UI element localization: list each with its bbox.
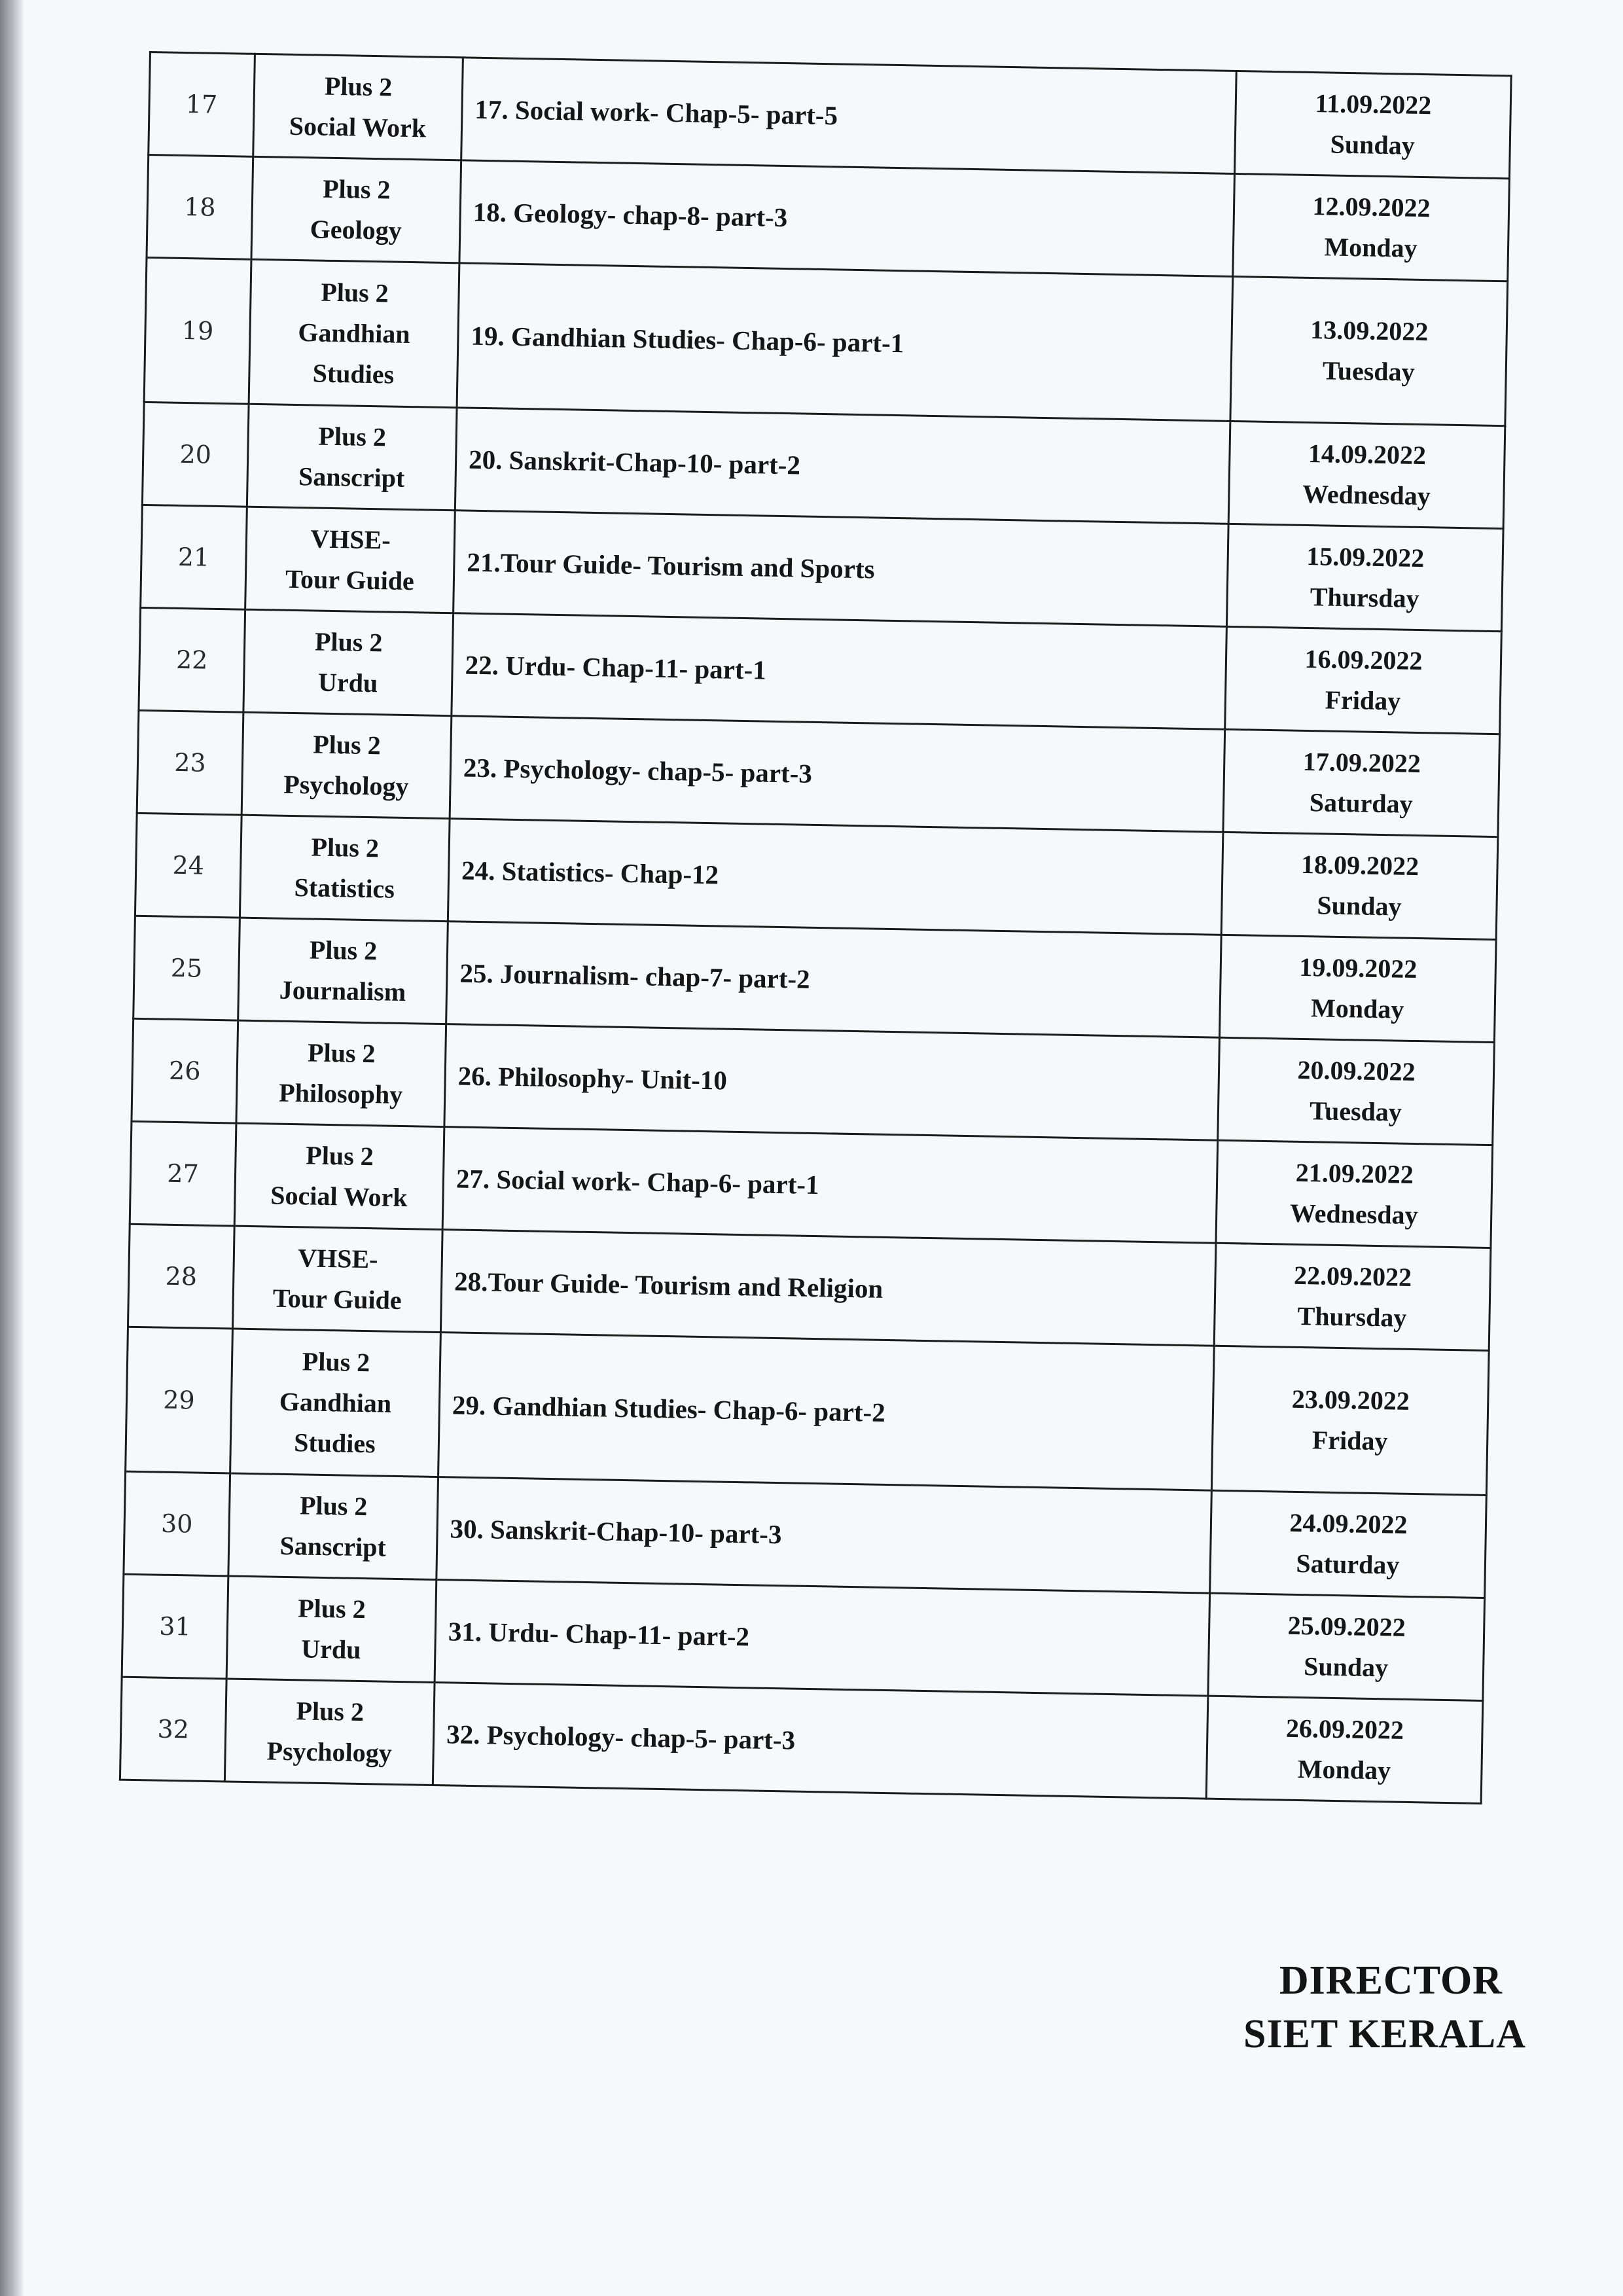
- class-line: Geology: [310, 214, 402, 245]
- day-text: Thursday: [1310, 582, 1419, 613]
- day-text: Monday: [1297, 1754, 1391, 1785]
- topic-cell: 31. Urdu- Chap-11- part-2: [435, 1580, 1210, 1696]
- class-line: Gandhian: [279, 1386, 392, 1418]
- date-cell: [1230, 276, 1508, 425]
- scan-edge-shadow: [0, 0, 24, 2296]
- date-cell: [1210, 1490, 1487, 1598]
- date-text: 25.09.2022: [1287, 1610, 1406, 1642]
- row-number: 17: [149, 52, 255, 157]
- topic-cell: 21.Tour Guide- Tourism and Sports: [454, 511, 1229, 627]
- date-text: 11.09.2022: [1315, 88, 1432, 120]
- topic-cell: 30. Sanskrit-Chap-10- part-3: [437, 1477, 1212, 1594]
- date-cell: [1228, 421, 1505, 528]
- class-cell: [238, 918, 448, 1024]
- row-number: 23: [137, 710, 243, 815]
- row-number: 22: [139, 607, 245, 712]
- date-text: 16.09.2022: [1304, 643, 1423, 676]
- class-cell: [224, 1679, 435, 1785]
- class-line: VHSE-: [310, 524, 391, 555]
- class-cell: [247, 404, 457, 511]
- topic-cell: 24. Statistics- Chap-12: [448, 819, 1223, 935]
- row-number: 18: [147, 155, 253, 260]
- date-cell: [1218, 1037, 1495, 1145]
- class-line: Journalism: [279, 975, 406, 1007]
- class-line: Tour Guide: [272, 1283, 402, 1316]
- row-number: 19: [144, 257, 251, 404]
- signature-organization: SIET KERALA: [1243, 2012, 1526, 2056]
- day-text: Wednesday: [1289, 1198, 1418, 1230]
- row-number: 25: [134, 916, 240, 1020]
- class-cell: [249, 259, 459, 408]
- class-line: Studies: [293, 1427, 376, 1459]
- class-cell: [232, 1226, 442, 1333]
- class-line: Sanscript: [279, 1530, 387, 1562]
- topic-cell: 20. Sanskrit-Chap-10- part-2: [455, 408, 1230, 524]
- row-number: 20: [142, 402, 249, 507]
- date-text: 17.09.2022: [1302, 746, 1421, 779]
- date-text: 22.09.2022: [1293, 1260, 1412, 1292]
- row-number: 29: [126, 1327, 233, 1473]
- row-number: 31: [122, 1574, 228, 1679]
- class-line: Gandhian: [298, 317, 411, 350]
- day-text: Saturday: [1309, 787, 1414, 819]
- class-line: VHSE-: [297, 1243, 378, 1274]
- class-line: Plus 2: [311, 832, 380, 863]
- schedule-table: [119, 51, 1512, 1804]
- date-cell: [1214, 1243, 1491, 1350]
- date-text: 13.09.2022: [1310, 315, 1429, 347]
- class-line: Plus 2: [297, 1593, 366, 1624]
- topic-cell: 27. Social work- Chap-6- part-1: [442, 1127, 1218, 1244]
- class-line: Plus 2: [296, 1696, 365, 1727]
- class-cell: [226, 1576, 437, 1683]
- date-text: 21.09.2022: [1295, 1157, 1414, 1189]
- class-cell: [240, 815, 450, 922]
- class-line: Social Work: [289, 111, 427, 143]
- class-line: Plus 2: [309, 935, 378, 966]
- table-row: [126, 1327, 1489, 1495]
- class-cell: [241, 712, 452, 819]
- topic-cell: 26. Philosophy- Unit-10: [444, 1024, 1220, 1141]
- day-text: Saturday: [1296, 1548, 1400, 1580]
- row-number: 26: [132, 1018, 238, 1123]
- signature-block: [1243, 1954, 1526, 2061]
- class-line: Social Work: [270, 1180, 408, 1213]
- topic-cell: 17. Social work- Chap-5- part-5: [461, 58, 1237, 174]
- class-line: Plus 2: [306, 1140, 374, 1172]
- day-text: Wednesday: [1302, 478, 1431, 511]
- day-text: Friday: [1311, 1425, 1388, 1456]
- date-cell: [1234, 71, 1511, 178]
- class-line: Plus 2: [322, 173, 391, 205]
- row-number: 30: [124, 1471, 230, 1576]
- class-line: Plus 2: [314, 626, 383, 658]
- table-row: [144, 257, 1508, 425]
- topic-cell: 28.Tour Guide- Tourism and Religion: [440, 1230, 1216, 1346]
- topic-cell: 19. Gandhian Studies- Chap-6- part-1: [457, 263, 1233, 422]
- class-cell: [230, 1329, 441, 1477]
- topic-cell: 29. Gandhian Studies- Chap-6- part-2: [438, 1333, 1215, 1491]
- date-text: 18.09.2022: [1300, 849, 1419, 882]
- row-number: 21: [141, 505, 247, 609]
- class-cell: [236, 1020, 446, 1127]
- class-line: Plus 2: [324, 71, 393, 102]
- day-text: Tuesday: [1309, 1096, 1402, 1127]
- date-text: 24.09.2022: [1289, 1507, 1408, 1539]
- class-line: Psychology: [283, 769, 409, 802]
- date-text: 20.09.2022: [1297, 1054, 1416, 1086]
- date-cell: [1219, 935, 1496, 1042]
- date-cell: [1206, 1696, 1483, 1803]
- row-number: 32: [120, 1677, 226, 1782]
- class-line: Urdu: [300, 1634, 361, 1665]
- class-line: Statistics: [294, 872, 395, 904]
- topic-cell: 25. Journalism- chap-7- part-2: [446, 922, 1222, 1038]
- day-text: Thursday: [1297, 1300, 1407, 1333]
- date-cell: [1216, 1140, 1493, 1247]
- date-cell: [1225, 626, 1502, 734]
- day-text: Sunday: [1317, 890, 1402, 922]
- class-cell: [234, 1123, 444, 1230]
- topic-cell: 22. Urdu- Chap-11- part-1: [452, 613, 1227, 730]
- date-text: 12.09.2022: [1312, 191, 1431, 223]
- class-cell: [228, 1473, 438, 1580]
- day-text: Tuesday: [1322, 355, 1416, 387]
- class-cell: [243, 609, 454, 716]
- class-line: Plus 2: [318, 421, 387, 452]
- class-line: Plus 2: [307, 1037, 376, 1069]
- date-text: 23.09.2022: [1291, 1384, 1410, 1416]
- day-text: Sunday: [1303, 1651, 1389, 1683]
- date-text: 26.09.2022: [1285, 1713, 1404, 1745]
- topic-cell: 23. Psychology- chap-5- part-3: [450, 716, 1225, 833]
- class-cell: [251, 156, 461, 263]
- date-cell: [1211, 1346, 1489, 1495]
- class-line: Plus 2: [299, 1490, 368, 1522]
- day-text: Sunday: [1330, 129, 1416, 160]
- class-line: Tour Guide: [285, 564, 415, 596]
- class-line: Urdu: [317, 667, 378, 698]
- row-number: 28: [128, 1224, 234, 1329]
- class-line: Plus 2: [312, 729, 382, 761]
- topic-cell: 32. Psychology- chap-5- part-3: [433, 1682, 1208, 1799]
- date-cell: [1208, 1593, 1485, 1700]
- class-line: Psychology: [266, 1736, 393, 1768]
- class-line: Plus 2: [302, 1346, 370, 1378]
- date-cell: [1233, 173, 1510, 281]
- date-cell: [1221, 832, 1498, 939]
- class-line: Studies: [312, 358, 395, 389]
- class-line: Sanscript: [298, 461, 405, 493]
- topic-cell: 18. Geology- chap-8- part-3: [459, 160, 1235, 277]
- date-cell: [1223, 729, 1500, 836]
- row-number: 24: [135, 813, 241, 918]
- day-text: Monday: [1324, 232, 1418, 263]
- row-number: 27: [130, 1121, 236, 1226]
- date-text: 19.09.2022: [1298, 952, 1418, 984]
- signature-title: DIRECTOR: [1279, 1958, 1503, 2003]
- day-text: Monday: [1310, 993, 1404, 1024]
- day-text: Friday: [1325, 685, 1401, 716]
- class-line: Plus 2: [321, 277, 389, 308]
- date-text: 15.09.2022: [1306, 541, 1425, 573]
- class-line: Philosophy: [278, 1077, 403, 1109]
- date-text: 14.09.2022: [1308, 439, 1427, 471]
- class-cell: [253, 54, 463, 160]
- date-cell: [1226, 524, 1503, 631]
- class-cell: [245, 507, 455, 613]
